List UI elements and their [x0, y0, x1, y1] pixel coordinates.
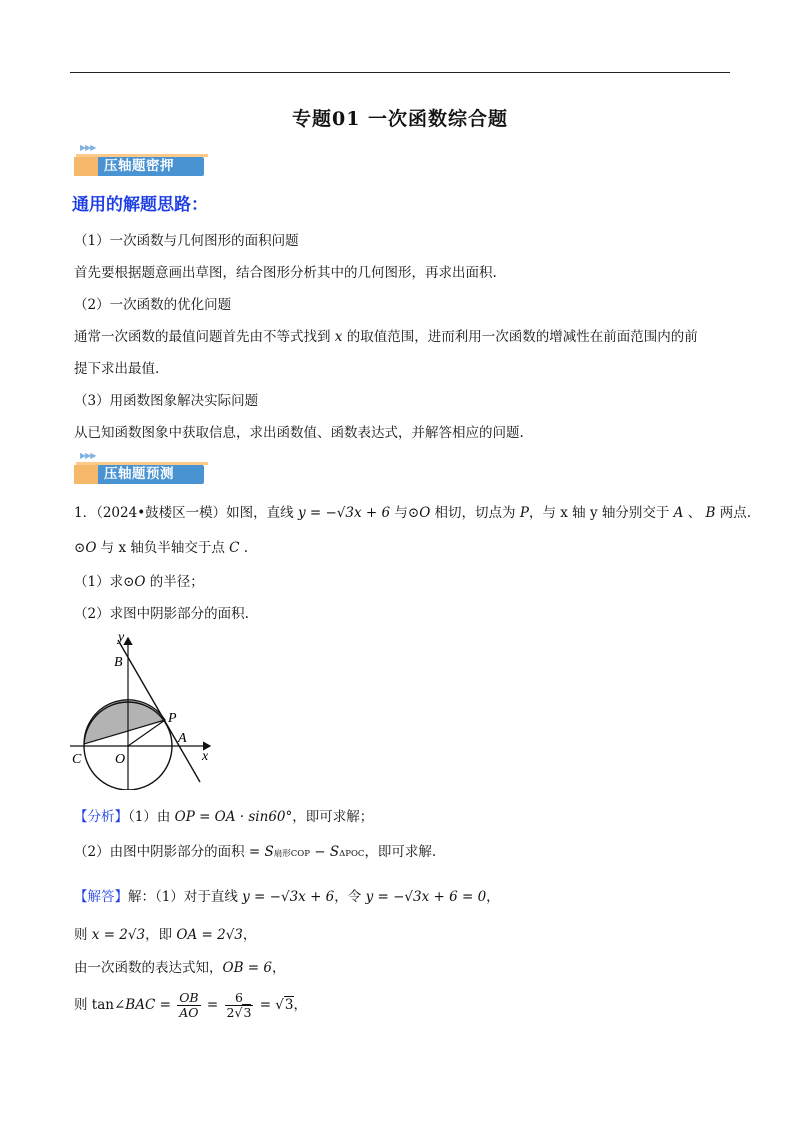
- solution-line-2: 则 x = 2√3，即 OA = 2√3，: [74, 927, 257, 943]
- paragraph: 首先要根据题意画出草图，结合图形分析其中的几何图形，再求出面积.: [74, 265, 497, 281]
- label-y: y: [118, 630, 125, 645]
- fraction-ob-ao: $\frac{OB}{AO}$: [179, 990, 199, 1020]
- sub-question-1: （1）求⊙O 的半径；: [74, 574, 204, 590]
- analysis-line-1: 【分析】（1）由 OP = OA · sin60°，即可求解；: [74, 809, 374, 825]
- analysis-tag: 【分析】: [74, 809, 128, 825]
- solution-line-3: 由一次函数的表达式知，OB = 6，: [74, 960, 286, 976]
- geometry-figure: [60, 625, 230, 790]
- label-c: C: [72, 752, 82, 767]
- section-heading: 通用的解题思路：: [72, 195, 208, 215]
- page-title: 专题01 一次函数综合题: [291, 108, 509, 130]
- label-a: A: [178, 731, 187, 746]
- label-p: P: [168, 711, 177, 726]
- banner-accent: [74, 157, 98, 176]
- problem-statement-2: ⊙O 与 x 轴负半轴交于点 C .: [74, 540, 249, 556]
- arrow-icon: ▶▶▶: [80, 143, 96, 152]
- solution-line-4: 则 tan∠BAC = $\frac{OB}{AO}$ = $\frac{6}{2√3}$ = √3，: [74, 990, 308, 1020]
- paragraph: 从已知函数图象中获取信息，求出函数值、函数表达式，并解答相应的问题.: [74, 425, 524, 441]
- paragraph: （3）用函数图象解决实际问题: [74, 393, 259, 409]
- label-x: x: [202, 749, 209, 764]
- sub-question-2: （2）求图中阴影部分的面积.: [74, 606, 249, 622]
- paragraph: （1）一次函数与几何图形的面积问题: [74, 233, 299, 249]
- label-b: B: [114, 655, 123, 670]
- analysis-line-2: （2）由图中阴影部分的面积 = S扇形COP − SΔPOC，即可求解.: [74, 844, 437, 860]
- arrow-icon: ▶▶▶: [80, 451, 96, 460]
- banner-mi-ya: [74, 142, 214, 176]
- shaded-region: [84, 700, 165, 744]
- top-rule: [70, 72, 730, 73]
- solution-tag: 【解答】: [74, 889, 128, 905]
- banner-accent: [74, 465, 98, 484]
- banner-label: 压轴题密押: [104, 158, 174, 174]
- solution-line-1: 【解答】解：（1）对于直线 y = −√3x + 6，令 y = −√3x + 6 = 0，: [74, 889, 500, 905]
- banner-label: 压轴题预测: [104, 466, 174, 482]
- paragraph: 提下求出最值.: [74, 361, 160, 377]
- fraction-6-2root3: $\frac{6}{2√3}$: [226, 990, 252, 1020]
- paragraph: 通常一次函数的最值问题首先由不等式找到 x 的取值范围，进而利用一次函数的增减性在前面范围内的前: [74, 329, 698, 345]
- problem-statement: 1．（2024•鼓楼区一模）如图，直线 y = −√3x + 6 与⊙O 相切，切点为 P，与 x 轴 y 轴分别交于 A 、 B 两点.: [74, 505, 752, 521]
- label-o: O: [115, 752, 126, 767]
- banner-yu-ce: [74, 450, 214, 484]
- paragraph: （2）一次函数的优化问题: [74, 297, 232, 313]
